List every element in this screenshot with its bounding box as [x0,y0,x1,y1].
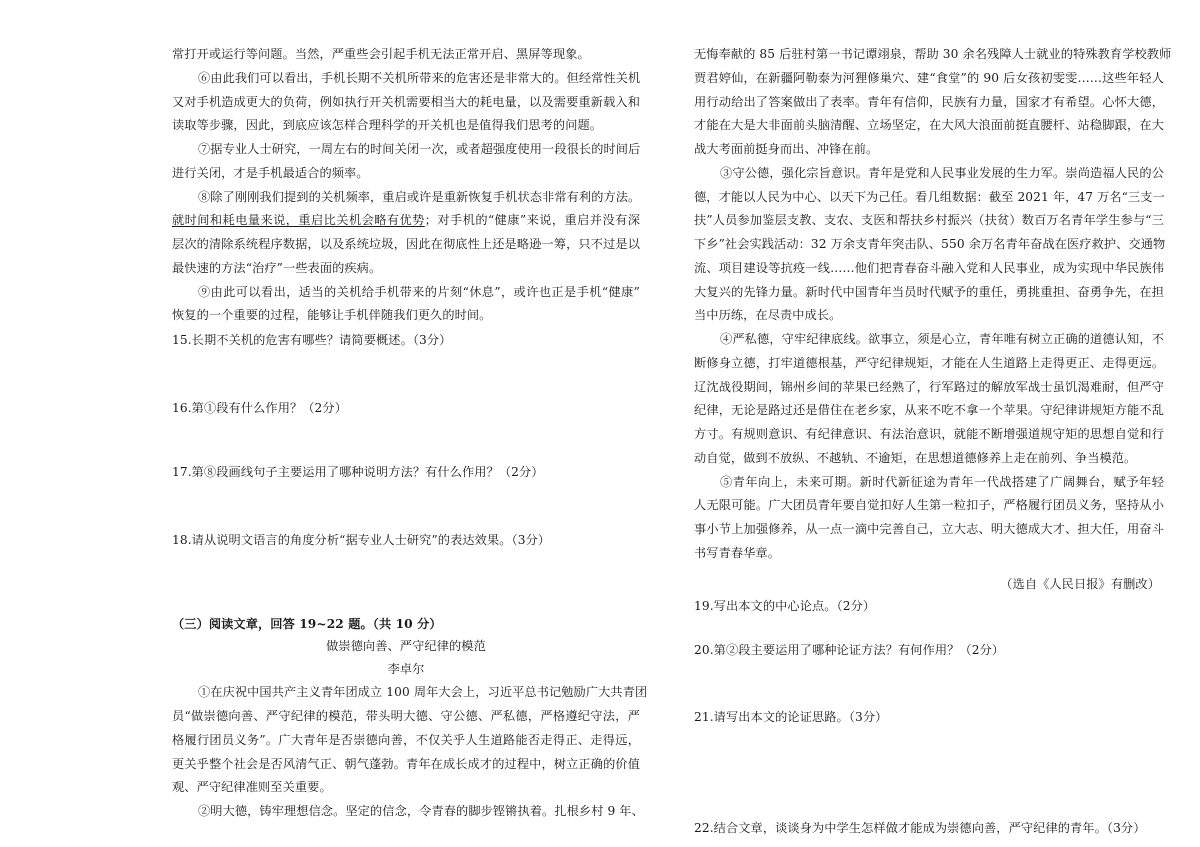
text-line: 读取等步骤，因此，到底应该怎样合理科学的开关机也是值得我们思考的问题。 [172,118,603,132]
text-line: 事小节上加强修养，从一点一滴中完善自己，立大志、明大德成大才、担大任，用奋斗 [694,522,1164,536]
text-line: 才能在大是大非面前头脑清醒、立场坚定，在大风大浪面前挺直腰杆、站稳脚跟，在大 [694,118,1164,132]
text-line: 大复兴的先锋力量。新时代中国青年当员时代赋予的重任，勇挑重担、奋勇争先，在担 [694,285,1164,299]
text-line: 无悔奉献的 85 后驻村第一书记谭翊泉，帮助 30 余名残障人士就业的特殊教育学校教师 [694,47,1172,61]
question-19: 19.写出本文的中心论点。（2分） [694,599,876,613]
text-line: 贾君婷仙，在新疆阿勒泰为河狸修巢穴、建“食堂”的 90 后女孩初雯雯……这些年轻人 [694,71,1164,85]
text-line: 下乡”社会实践活动：32 万余支青年突击队、550 余万名青年奋战在医疗救护、交通物 [694,237,1166,251]
text-line: 又对手机造成更大的负荷，例如执行开关机需要相当大的耗电量，以及需要重新载入和 [172,95,640,109]
text-line: 用行动给出了答案做出了表率。青年有信仰，民族有力量，国家才有希望。心怀大德， [694,95,1164,109]
paragraph-4-line: ④严私德，守牢纪律底线。欲事立，须是心立，青年唯有树立正确的道德认知，不 [720,332,1164,346]
text-line: 方寸。有规则意识、有纪律意识、有法治意识，就能不断增强道规守矩的思想自觉和行 [694,427,1164,441]
paragraph-6-line: ⑥由此我们可以看出，手机长期不关机所带来的危害还是非常大的。但经常性关机 [198,71,641,85]
question-15: 15.长期不关机的危害有哪些？请简要概述。（3分） [172,333,452,347]
text-line: 员“做崇德向善、严守纪律的模范，带头明大德、守公德、严私德，严格遵纪守法，严 [172,709,640,723]
underlined-sentence-line: 就时间和耗电量来说，重启比关机会略有优势；对手机的“健康”来说，重启并没有深 [172,213,641,227]
question-17: 17.第⑧段画线句子主要运用了哪种说明方法？有什么作用？（2分） [172,465,544,479]
question-16: 16.第①段有什么作用？（2分） [172,401,347,415]
text-line: 纪律，无论是路过还是借住在老乡家，从来不吃不拿一个苹果。守纪律讲规矩方能不乱 [694,403,1164,417]
paragraph-2-line: ②明大德，铸牢理想信念。坚定的信念，令青春的脚步铿锵执着。扎根乡村 9 年、 [198,804,644,818]
paragraph-9-line: ⑨由此可以看出，适当的关机给手机带来的片刻“休息”，或许也正是手机“健康” [198,285,640,299]
text-line: 扶”人员参加鉴层支教、支农、支医和帮扶乡村振兴（扶贫）数百万名青年学生参与“三 [694,213,1164,227]
text-line: 进行关闭，才是手机最适合的频率。 [172,166,369,180]
text-line: 动自觉，做到不放纵、不越轨、不逾矩，在思想道德修养上走在前列、争当模范。 [694,451,1137,465]
text-line: 德，才能以人民为中心、以天下为己任。看几组数据：截至 2021 年，47 万名“三支一 [694,190,1165,204]
source-citation: （选自《人民日报》有删改） [1000,577,1160,591]
paragraph-8-line: ⑧除了刚刚我们提到的关机频率，重启或许是重新恢复手机状态非常有利的方法。 [198,190,641,204]
text-line: 观、严守纪律准则至关重要。 [172,780,332,794]
paragraph-3-line: ③守公德，强化宗旨意识。青年是党和人民事业发展的生力军。崇尚造福人民的公 [720,166,1164,180]
paragraph-5-line: ⑤青年向上，未来可期。新时代新征途为青年一代战搭建了广阔舞台，赋予年轻 [720,475,1164,489]
paragraph-1-line: ①在庆祝中国共产主义青年团成立 100 周年大会上，习近平总书记勉励广大共青团 [198,685,648,699]
text-line: 当中历练，在尽责中成长。 [694,308,842,322]
section-heading: （三）阅读文章，回答 19~22 题。（共 10 分） [172,617,442,631]
text-line: 更关乎整个社会是否风清气正、朝气蓬勃。青年在成长成才的过程中，树立正确的价值 [172,757,640,771]
question-18: 18.请从说明文语言的角度分析“据专业人士研究”的表达效果。（3分） [172,533,551,547]
article-title: 做崇德向善、严守纪律的模范 [326,639,486,653]
question-21: 21.请写出本文的论证思路。（3分） [694,710,888,724]
text-line: 人无限可能。广大团员青年要自觉扣好人生第一粒扣子，严格履行团员义务，坚持从小 [694,498,1164,512]
text-line: 辽沈战役期间，锦州乡间的苹果已经熟了，行军路过的解放军战士虽饥渴难耐，但严守 [694,380,1164,394]
text-line: 战大考面前挺身而出、冲锋在前。 [694,142,879,156]
article-author: 李卓尔 [387,662,425,676]
paragraph-7-line: ⑦据专业人士研究，一周左右的时间关闭一次，或者超强度使用一段很长的时间后 [198,142,641,156]
question-22: 22.结合文章，谈谈身为中学生怎样做才能成为崇德向善，严守纪律的青年。（3分） [694,821,1146,835]
question-20: 20.第②段主要运用了哪种论证方法？有何作用？（2分） [694,643,1005,657]
text-line: 书写青春华章。 [694,546,781,560]
text-line: 格履行团员义务”。广大青年是否崇德向善，不仅关乎人生道路能否走得正、走得远， [172,733,640,747]
text-line: 恢复的一个重要的过程，能够让手机伴随我们更久的时间。 [172,308,492,322]
text-line: 最快速的方法“治疗”一些表面的疾病。 [172,261,382,275]
text-line: 流、项目建设等抗疫一线……他们把青春奋斗融入党和人民事业，成为实现中华民族伟 [694,261,1164,275]
text-line: 断修身立德，打牢道德根基，严守纪律规矩，才能在人生道路上走得更正、走得更远。 [694,356,1164,370]
text-line: 层次的清除系统程序数据，以及系统垃圾，因此在彻底性上还是略逊一筹，只不过是以 [172,237,640,251]
text-line: 常打开或运行等问题。当然，严重些会引起手机无法正常开启、黑屏等现象。 [172,47,590,61]
